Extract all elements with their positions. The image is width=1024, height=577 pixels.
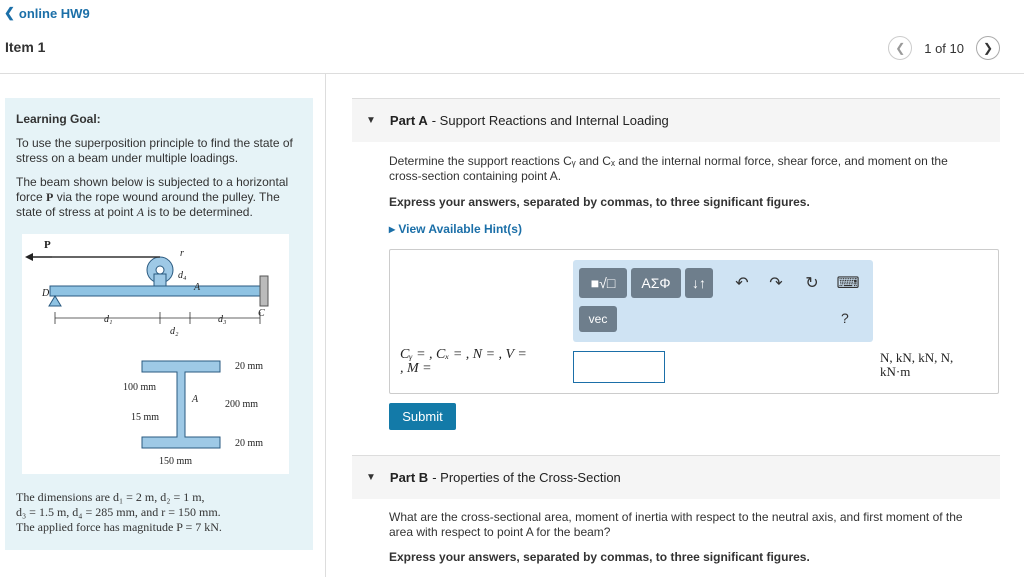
problem-text-1: The beam shown below is subjected to a horizontal force: [16, 175, 289, 204]
part-a-title: Support Reactions and Internal Loading: [439, 113, 669, 128]
part-a-description-line-1: Determine the support reactions Cᵧ and Cₓ and the internal normal force, shear force, and moment on the: [389, 154, 948, 168]
learning-goal-title: Learning Goal:: [16, 112, 101, 126]
label-d3: d₃: [218, 314, 227, 325]
label-bottom-flange: 20 mm: [235, 438, 264, 449]
greek-symbols-button[interactable]: ΑΣΦ: [631, 268, 681, 298]
dimensions-line-2: d₃ = 1.5 m, d₄ = 285 mm, and r = 150 mm.: [16, 505, 221, 519]
view-hints-link[interactable]: [389, 222, 522, 236]
part-b-description-line-1: What are the cross-sectional area, moment of inertia with respect to the neutral axis, and first moment of the: [389, 510, 963, 524]
label-top-flange: 20 mm: [235, 361, 264, 372]
caret-down-icon: ▼: [366, 115, 376, 126]
answer-label-line-2: , M =: [400, 361, 432, 376]
caret-right-icon: ▸: [389, 222, 396, 236]
next-item-button[interactable]: [976, 36, 1000, 60]
pulley-bracket: [154, 274, 166, 286]
part-b-header[interactable]: [352, 455, 1000, 499]
part-a-separator: -: [431, 113, 440, 128]
chevron-right-icon: ❯: [982, 41, 994, 55]
problem-text-3: is to be determined.: [144, 205, 253, 219]
dimensions-line-3: The applied force has magnitude P = 7 kN.: [16, 520, 222, 534]
vec-button[interactable]: vec: [579, 306, 617, 332]
dimensions-text: [16, 490, 306, 535]
view-hints-label: View Available Hint(s): [398, 222, 522, 236]
label-a: A: [194, 282, 201, 293]
beam: [50, 286, 260, 296]
part-b-title: Properties of the Cross-Section: [440, 470, 621, 485]
keyboard-icon[interactable]: ⌨: [836, 275, 860, 292]
answer-label-line-1: Cᵧ = , Cₓ = , N = , V =: [400, 347, 527, 362]
label-flange-height: 100 mm: [123, 382, 157, 393]
caret-down-icon: ▼: [366, 472, 376, 483]
label-r: r: [180, 248, 184, 259]
answer-label: [400, 348, 527, 376]
label-section-height: 200 mm: [225, 399, 259, 410]
part-a-description-line-2: cross-section containing point A.: [389, 169, 562, 183]
label-d: D: [42, 288, 50, 299]
label-d2: d₂: [170, 326, 179, 337]
label-d1: d₁: [104, 314, 113, 325]
part-a-description: [389, 154, 989, 184]
part-b-instruction: Express your answers, separated by commas, to three significant figures.: [389, 550, 810, 564]
answer-box: [389, 249, 999, 394]
force-arrowhead-p: [25, 253, 33, 261]
part-b-description-line-2: area with respect to point A for the beam?: [389, 525, 611, 539]
i-beam-section: [142, 361, 220, 448]
label-p: P: [44, 239, 51, 251]
chevron-left-icon: ❮: [4, 5, 15, 20]
pager: [888, 36, 1000, 60]
beam-diagram: [22, 234, 289, 474]
header-divider: [0, 73, 1024, 74]
item-title: Item 1: [5, 39, 46, 55]
part-b-description: [389, 510, 989, 540]
answer-units-line-1: N, kN, kN, N,: [880, 350, 954, 365]
part-b-label: Part B: [389, 470, 429, 485]
reset-icon[interactable]: ↻: [805, 275, 819, 292]
templates-button[interactable]: ■√□: [579, 268, 627, 298]
part-a-header[interactable]: [352, 98, 1000, 142]
submit-button[interactable]: Submit: [389, 403, 456, 430]
label-d4: d₄: [178, 270, 187, 281]
part-a-instruction: Express your answers, separated by commas, to three significant figures.: [389, 195, 810, 209]
math-toolbar: [573, 260, 873, 342]
point-symbol: A: [136, 205, 145, 219]
column-divider: [325, 73, 326, 577]
learning-goal-text: To use the superposition principle to find the state of stress on a beam under multiple loadings.: [16, 136, 293, 165]
beam-figure: [22, 234, 289, 474]
undo-icon[interactable]: ↶: [735, 275, 749, 292]
dimensions-line-1: The dimensions are d₁ = 2 m, d₂ = 1 m,: [16, 490, 205, 504]
pin-support-d: [49, 296, 61, 306]
answer-units: [880, 351, 953, 379]
answer-units-line-2: kN·m: [880, 364, 911, 379]
back-link[interactable]: [4, 5, 90, 21]
redo-icon[interactable]: ↷: [769, 275, 783, 292]
learning-goal-panel: [5, 98, 313, 550]
label-web-width: 15 mm: [131, 412, 160, 423]
back-link-label: online HW9: [18, 5, 90, 21]
subscript-superscript-button[interactable]: ↓↑: [685, 268, 713, 298]
problem-text-2: via the rope wound around the pulley. The state of stress at point: [16, 190, 280, 219]
label-section-a: A: [192, 394, 199, 405]
problem-description: [16, 175, 302, 220]
chevron-left-icon: ❮: [895, 41, 906, 55]
part-a-label: Part A: [389, 113, 428, 128]
part-b-separator: -: [432, 470, 441, 485]
label-section-width: 150 mm: [159, 456, 193, 467]
force-symbol: P: [46, 190, 54, 204]
previous-item-button[interactable]: [888, 36, 912, 60]
help-button[interactable]: ?: [841, 310, 849, 326]
pager-text: 1 of 10: [924, 40, 964, 56]
label-c: C: [258, 308, 265, 319]
answer-input[interactable]: [573, 351, 665, 383]
pulley-hub: [156, 266, 164, 274]
wall-support-c: [260, 276, 268, 306]
